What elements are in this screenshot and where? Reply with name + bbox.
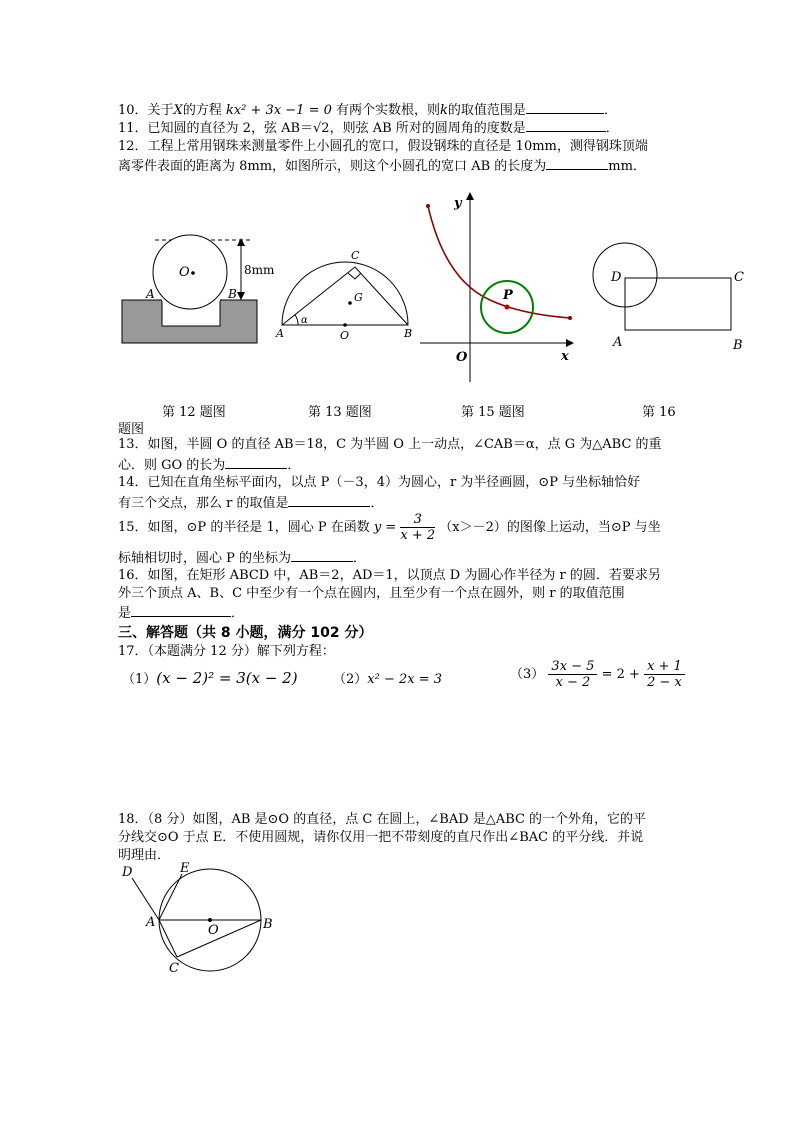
fig13-label-alpha: α xyxy=(301,315,308,326)
q17-p3-den1: x − 2 xyxy=(555,675,591,690)
q17-part-1 xyxy=(122,668,298,687)
q10-var-k: k xyxy=(440,103,448,118)
fig12-arrow-down xyxy=(237,292,245,300)
fig16-caption-cont: 题图 xyxy=(118,422,145,437)
fig18-label-d: D xyxy=(122,865,133,880)
q17-p1-equation: (x − 2)² = 3(x − 2) xyxy=(156,669,298,687)
fig16-label-c: C xyxy=(734,270,744,285)
fig15-caption: 第 15 题图 xyxy=(461,405,525,420)
question-12-line2 xyxy=(118,156,646,175)
fig15-label-y: y xyxy=(454,196,462,211)
question-11 xyxy=(118,118,619,137)
fig16-label-b: B xyxy=(733,338,743,353)
figure-16 xyxy=(593,243,744,353)
question-16-line2: 外三个顶点 A、B、C 中至少有一个点在圆内，且至少有一个点在圆外，则 r 的取值范围 xyxy=(118,586,625,601)
q15-frac-num: 3 xyxy=(400,512,435,528)
fig12-arrow-up xyxy=(237,238,245,246)
fig15-label-x: x xyxy=(561,349,569,364)
fig18-label-e: E xyxy=(180,861,190,876)
figure-13 xyxy=(275,249,412,342)
q10-equation: kx² + 3x −1 = 0 xyxy=(225,103,332,118)
q14-text: 有三个交点，那么 r 的取值是 xyxy=(118,496,289,511)
fig15-curve-start xyxy=(426,204,430,208)
fig18-label-b: B xyxy=(263,917,273,932)
q17-p2-label: （2） xyxy=(333,672,368,687)
fig15-curve xyxy=(428,206,570,318)
figures-row xyxy=(0,190,793,390)
q17-part-3 xyxy=(510,659,685,690)
question-17-header: 17．（本题满分 12 分）解下列方程： xyxy=(118,644,335,659)
fig13-label-a: A xyxy=(276,327,284,340)
q11-answer-blank[interactable] xyxy=(526,118,606,132)
q15-y-eq: y = xyxy=(373,520,397,535)
q10-number: 10．关于 xyxy=(118,103,174,118)
q17-p3-frac1 xyxy=(548,659,597,690)
question-14-line2 xyxy=(118,493,384,512)
q16-end: ． xyxy=(231,606,245,621)
q13-text: 心．则 GO 的长为 xyxy=(118,458,226,473)
q16-answer-blank[interactable] xyxy=(131,603,231,617)
fig13-right-angle xyxy=(348,273,361,279)
q11-end: ． xyxy=(605,121,619,136)
q14-answer-blank[interactable] xyxy=(288,493,370,507)
fig13-g-dot xyxy=(348,301,352,305)
figure-12 xyxy=(122,235,275,343)
fig12-label-a: A xyxy=(146,287,155,301)
fig12-label-o: O xyxy=(179,265,190,280)
question-16-line1: 16．如图，在矩形 ABCD 中，AB＝2，AD＝1，以顶点 D 为圆心作半径为 r 的圆．若要求另 xyxy=(118,568,661,583)
fig15-p-dot xyxy=(505,305,510,310)
fig15-x-arrow xyxy=(566,339,574,347)
q13-end: ． xyxy=(287,458,301,473)
fig18-chord-ac xyxy=(159,920,177,957)
q15-end: ． xyxy=(353,551,367,566)
q11-text: 11．已知圆的直径为 2，弦 AB＝√2，则弦 AB 所对的圆周角的度数是 xyxy=(118,121,526,136)
q10-text-2: 有两个实数根，则 xyxy=(336,103,441,118)
question-18-line1: 18．（8 分）如图，AB 是⊙O 的直径，点 C 在圆上，∠BAD 是△ABC 的一个外角，它的平 xyxy=(118,812,647,827)
question-13-line2 xyxy=(118,455,300,474)
fig16-rectangle xyxy=(625,278,731,330)
fig18-center-dot xyxy=(208,918,212,922)
q12-end: mm． xyxy=(608,159,646,174)
fig13-label-o: O xyxy=(340,329,350,342)
fig13-o-dot xyxy=(343,323,347,327)
question-10 xyxy=(118,100,617,119)
fig18-ray-ad xyxy=(132,878,159,920)
fig12-caption: 第 12 题图 xyxy=(162,405,226,420)
q13-answer-blank[interactable] xyxy=(225,455,287,469)
fig13-label-c: C xyxy=(351,249,360,262)
q17-part-2 xyxy=(333,668,442,687)
section-3-heading: 三、解答题（共 8 小题，满分 102 分） xyxy=(118,625,373,641)
q12-answer-blank[interactable] xyxy=(546,156,608,170)
fig15-label-p: P xyxy=(503,288,513,303)
fig18-chord-cb xyxy=(177,920,261,957)
q10-end: ． xyxy=(603,103,617,118)
q10-text-1: 的方程 xyxy=(182,103,222,118)
fig12-center-dot xyxy=(191,271,195,275)
q14-end: ． xyxy=(370,496,384,511)
q17-p2-equation: x² − 2x = 3 xyxy=(367,672,443,687)
fig16-label-d: D xyxy=(611,270,622,285)
fig13-caption: 第 13 题图 xyxy=(308,405,372,420)
fig15-y-arrow xyxy=(466,192,474,200)
q10-text-3: 的取值范围是 xyxy=(447,103,526,118)
q10-answer-blank[interactable] xyxy=(526,100,604,114)
question-18-line2: 分线交⊙O 于点 E．不使用圆规，请你仅用一把不带刻度的直尺作出∠BAC 的平分线．并说 xyxy=(118,830,644,845)
q15-text-b: （x＞－2）的图像上运动，当⊙P 与坐 xyxy=(439,520,661,535)
question-12-line1: 12．工程上常用钢珠来测量零件上小圆孔的宽口，假设钢珠的直径是 10mm，测得钢珠顶端 xyxy=(118,139,648,154)
q15-text: 标轴相切时，圆心 P 的坐标为 xyxy=(118,551,292,566)
q17-p3-frac2 xyxy=(644,659,685,690)
fig16-label-a: A xyxy=(613,335,623,350)
question-15-line2 xyxy=(118,548,366,567)
q17-p1-label: （1） xyxy=(122,672,157,687)
figure-15 xyxy=(420,192,574,382)
fig12-label-8mm: 8mm xyxy=(244,263,275,277)
q15-fraction xyxy=(400,512,435,543)
q17-p3-num1: 3x − 5 xyxy=(548,659,597,675)
q12-text: 离零件表面的距离为 8mm，如图所示，则这个小圆孔的宽口 AB 的长度为 xyxy=(118,159,547,174)
fig16-caption: 第 16 xyxy=(642,405,676,420)
question-14-line1: 14．已知在直角坐标平面内，以点 P（－3，4）为圆心，r 为半径画圆，⊙P 与坐标轴恰好 xyxy=(118,475,641,490)
fig18-chord-ae xyxy=(159,874,182,920)
fig18-label-c: C xyxy=(169,961,179,976)
fig12-label-b: B xyxy=(228,287,237,301)
q15-text-a: 15．如图，⊙P 的半径是 1，圆心 P 在函数 xyxy=(118,520,370,535)
question-15-line1 xyxy=(118,512,661,543)
fig13-label-g: G xyxy=(354,291,363,304)
figure-18 xyxy=(110,860,290,980)
question-13-line1: 13．如图，半圆 O 的直径 AB＝18，C 为半圆 O 上一动点，∠CAB＝α，点 G 为△ABC 的重 xyxy=(118,437,662,452)
fig15-curve-end xyxy=(568,316,572,320)
fig15-label-o: O xyxy=(456,350,468,365)
q15-answer-blank[interactable] xyxy=(291,548,353,562)
q17-p3-mid: = 2 + xyxy=(601,667,640,682)
question-18-line3: 明理由． xyxy=(118,848,171,863)
fig12-ball xyxy=(153,235,227,309)
question-16-line3 xyxy=(118,603,244,622)
q16-text: 是 xyxy=(118,606,132,621)
fig18-label-a: A xyxy=(146,915,156,930)
fig13-label-b: B xyxy=(404,327,413,340)
fig18-label-o: O xyxy=(208,923,219,938)
fig13-angle-arc xyxy=(295,315,298,325)
q10-var-x: X xyxy=(173,103,183,118)
q17-p3-num2: x + 1 xyxy=(644,659,685,675)
q17-p3-label: （3） xyxy=(510,667,545,682)
q17-p3-den2: 2 − x xyxy=(647,675,682,690)
q15-frac-den: x + 2 xyxy=(400,528,436,543)
